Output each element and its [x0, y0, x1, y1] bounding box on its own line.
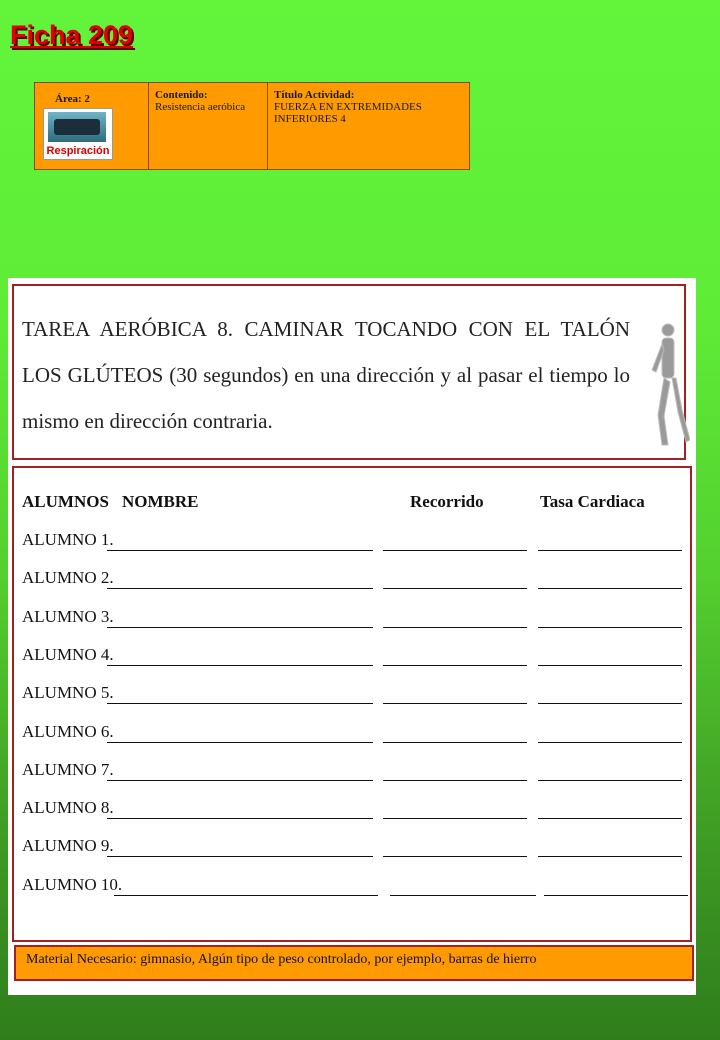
- header-tasa-cardiaca: Tasa Cardiaca: [540, 492, 645, 511]
- header-nombre: NOMBRE: [122, 492, 199, 511]
- area-icon-label: Respiración: [46, 145, 110, 157]
- tasa-line[interactable]: [538, 780, 682, 781]
- nombre-line[interactable]: [114, 895, 378, 896]
- tasa-line[interactable]: [538, 627, 682, 628]
- student-row-label: ALUMNO 4.: [22, 644, 114, 664]
- recorrido-line[interactable]: [383, 703, 527, 704]
- recorrido-line[interactable]: [383, 818, 527, 819]
- student-row-label: ALUMNO 10.: [22, 874, 123, 894]
- tasa-line[interactable]: [538, 856, 682, 857]
- tasa-line[interactable]: [538, 818, 682, 819]
- activity-sheet: [8, 278, 696, 995]
- respiration-icon: [43, 108, 113, 160]
- student-row-label: ALUMNO 7.: [22, 759, 114, 779]
- tasa-line[interactable]: [538, 665, 682, 666]
- page-title: Ficha 209: [10, 20, 134, 50]
- material-needed: Material Necesario: gimnasio, Algún tipo de peso controlado, por ejemplo, barras de hierro: [14, 945, 694, 981]
- nombre-line[interactable]: [107, 818, 373, 819]
- student-row-label: ALUMNO 8.: [22, 798, 114, 818]
- info-box: [34, 82, 470, 170]
- nombre-line[interactable]: [107, 665, 373, 666]
- recorrido-line[interactable]: [383, 627, 527, 628]
- nombre-line[interactable]: [107, 588, 373, 589]
- walking-figure-icon: [644, 320, 690, 450]
- recorrido-line[interactable]: [383, 550, 527, 551]
- nombre-line[interactable]: [107, 742, 373, 743]
- recorrido-line[interactable]: [383, 588, 527, 589]
- recorrido-line[interactable]: [383, 742, 527, 743]
- tasa-line[interactable]: [538, 550, 682, 551]
- tasa-line[interactable]: [538, 588, 682, 589]
- nombre-line[interactable]: [107, 856, 373, 857]
- recorrido-line[interactable]: [383, 780, 527, 781]
- student-row-label: ALUMNO 2.: [22, 568, 114, 588]
- nombre-line[interactable]: [107, 550, 373, 551]
- tasa-line[interactable]: [538, 703, 682, 704]
- nombre-line[interactable]: [107, 703, 373, 704]
- student-row-label: ALUMNO 6.: [22, 721, 114, 741]
- recorrido-line[interactable]: [390, 895, 536, 896]
- header-alumnos: ALUMNOS: [22, 492, 109, 511]
- student-row-label: ALUMNO 3.: [22, 606, 114, 626]
- student-row-label: ALUMNO 1.: [22, 530, 114, 549]
- contenido-cell: [149, 83, 268, 169]
- nombre-line[interactable]: [107, 627, 373, 628]
- recorrido-line[interactable]: [383, 856, 527, 857]
- header-recorrido: Recorrido: [410, 492, 484, 511]
- contenido-value: Resistencia aeróbica: [155, 101, 246, 113]
- titulo-value: FUERZA EN EXTREMIDADES INFERIORES 4: [274, 101, 422, 125]
- student-row-label: ALUMNO 5.: [22, 683, 114, 703]
- recorrido-line[interactable]: [383, 665, 527, 666]
- student-row-label: ALUMNO 9.: [22, 836, 114, 856]
- tasa-line[interactable]: [544, 895, 688, 896]
- tasa-line[interactable]: [538, 742, 682, 743]
- area-label: Área: 2: [55, 93, 90, 105]
- nombre-line[interactable]: [107, 780, 373, 781]
- task-description: TAREA AERÓBICA 8. CAMINAR TOCANDO CON EL TALÓN LOS GLÚTEOS (30 segundos) en una dirección y al pasar el tiempo lo mismo en dirección contraria.: [22, 317, 630, 433]
- titulo-cell: [268, 83, 469, 169]
- titulo-label: Título Actividad:: [274, 89, 355, 101]
- contenido-label: Contenido:: [155, 89, 208, 101]
- area-cell: [35, 83, 149, 169]
